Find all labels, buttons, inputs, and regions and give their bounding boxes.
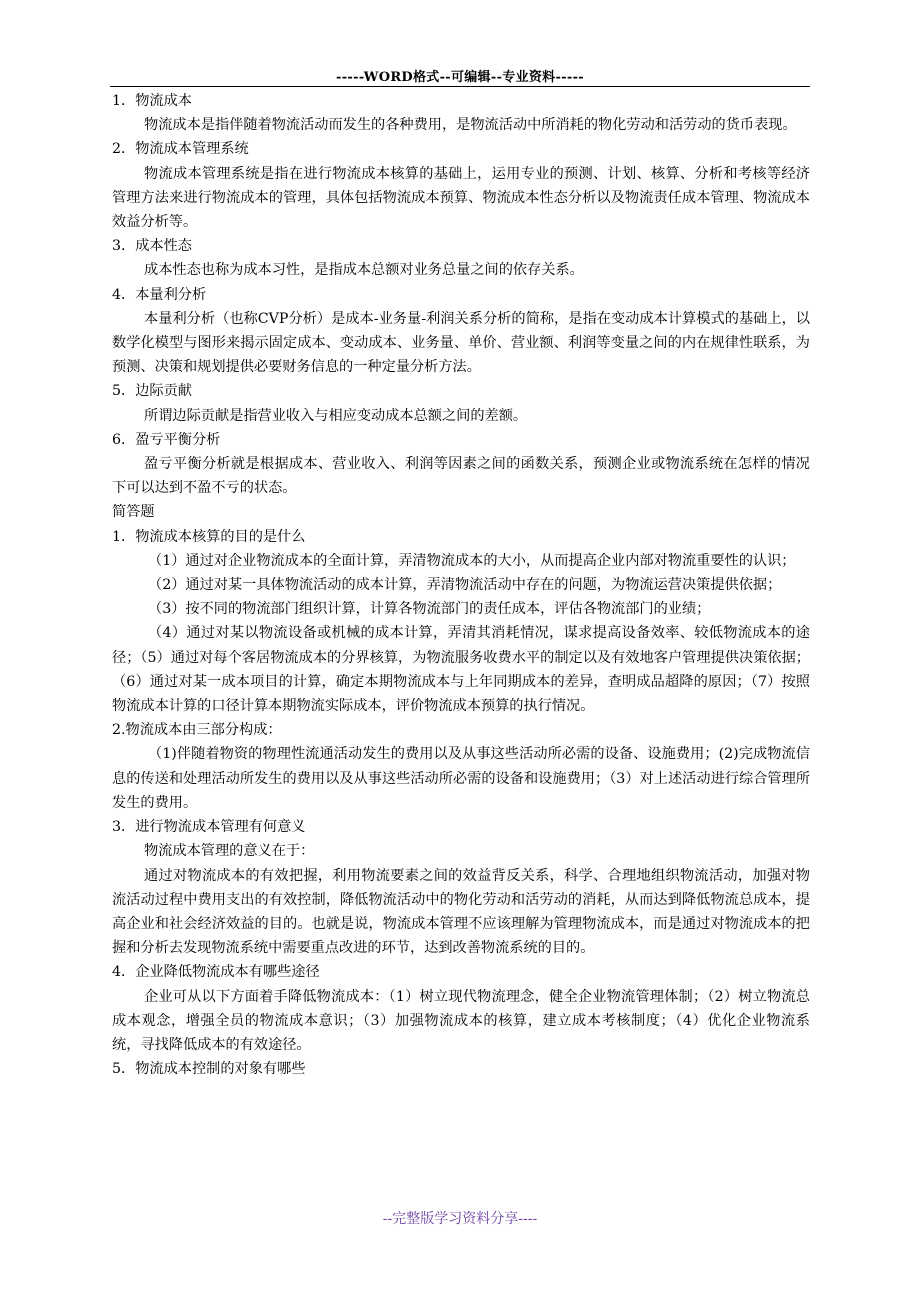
paragraph: 企业可从以下方面着手降低物流成本：（1）树立现代物流理念，健全企业物流管理体制；（2）树立物流总成本观念，增强全员的物流成本意识；（3）加强物流成本的核算，建立成本考核制度；（4）优化企业物流系统，寻找降低成本的有效途径。	[112, 988, 810, 1053]
heading: 1．物流成本	[112, 93, 192, 109]
document-body	[112, 89, 810, 1081]
paragraph: 通过对物流成本的有效把握，利用物流要素之间的效益背反关系，科学、合理地组织物流活动，加强对物流活动过程中费用支出的有效控制，降低物流活动中的物化劳动和活劳动的消耗，从而达到降低物流总成本，提高企业和社会经济效益的目的。也就是说，物流成本管理不应该理解为管理物流成本，而是通过对物流成本的把握和分析去发现物流系统中需要重点改进的环节，达到改善物流系统的目的。	[112, 867, 810, 957]
header-rule	[110, 86, 810, 87]
heading: 2．物流成本管理系统	[112, 141, 249, 158]
paragraph: 物流成本是指伴随着物流活动而发生的各种费用，是物流活动中所消耗的物化劳动和活劳动的货币表现。	[144, 117, 797, 134]
paragraph: （1)伴随着物资的物理性流通活动发生的费用以及从事这些活动所必需的设备、设施费用；(2)完成物流信息的传送和处理活动所发生的费用以及从事这些活动所必需的设备和设施费用；（3）对上述活动进行综合管理所发生的费用。	[112, 746, 810, 811]
heading: 简答题	[112, 504, 155, 521]
paragraph: 盈亏平衡分析就是根据成本、营业收入、利润等因素之间的函数关系，预测企业或物流系统在怎样的情况下可以达到不盈不亏的状态。	[112, 456, 810, 497]
paragraph: （4）通过对某以物流设备或机械的成本计算，弄清其消耗情况，谋求提高设备效率、较低物流成本的途径；（5）通过对每个客居物流成本的分界核算，为物流服务收费水平的制定以及有效地客户管理提供决策依据；（6）通过对某一成本项目的计算，确定本期物流成本与上年同期成本的差异，查明成品超降的原因；（7）按照物流成本计算的口径计算本期物流实际成本，评价物流成本预算的执行情况。	[112, 625, 810, 715]
heading: 5．边际贡献	[112, 383, 192, 400]
heading: 5．物流成本控制的对象有哪些	[112, 1061, 306, 1078]
heading: 3．进行物流成本管理有何意义	[112, 819, 306, 836]
paragraph: （2）通过对某一具体物流活动的成本计算，弄清物流活动中存在的问题，为物流运营决策提供依据；	[148, 577, 782, 594]
paragraph: 本量利分析（也称CVP分析）是成本-业务量-利润关系分析的简称，是指在变动成本计算模式的基础上，以数学化模型与图形来揭示固定成本、变动成本、业务量、单价、营业额、利润等变量之间的内在规律性联系，为预测、决策和规划提供必要财务信息的一种定量分析方法。	[112, 310, 810, 376]
heading: 3．成本性态	[112, 238, 192, 255]
paragraph: 所谓边际贡献是指营业收入与相应变动成本总额之间的差额。	[144, 407, 528, 424]
page-header: -----WORD格式--可编辑--专业资料-----	[336, 70, 584, 85]
heading: 4．本量利分析	[112, 286, 207, 303]
paragraph: 物流成本管理系统是指在进行物流成本核算的基础上，运用专业的预测、计划、核算、分析和考核等经济管理方法来进行物流成本的管理，具体包括物流成本预算、物流成本性态分析以及物流责任成本管理、物流成本效益分析等。	[112, 165, 810, 231]
paragraph: 物流成本管理的意义在于：	[144, 843, 315, 860]
paragraph: 成本性态也称为成本习性，是指成本总额对业务总量之间的依存关系。	[144, 262, 584, 279]
heading: 1．物流成本核算的目的是什么	[112, 528, 306, 545]
paragraph: （3）按不同的物流部门组织计算，计算各物流部门的责任成本，评估各物流部门的业绩；	[148, 601, 711, 618]
heading: 6．盈亏平衡分析	[112, 431, 221, 448]
page-footer: --完整版学习资料分享----	[382, 1211, 538, 1227]
paragraph: （1）通过对企业物流成本的全面计算，弄清物流成本的大小，从而提高企业内部对物流重要性的认识；	[148, 552, 796, 569]
heading: 4．企业降低物流成本有哪些途径	[112, 964, 320, 981]
heading: 2.物流成本由三部分构成：	[112, 722, 282, 739]
